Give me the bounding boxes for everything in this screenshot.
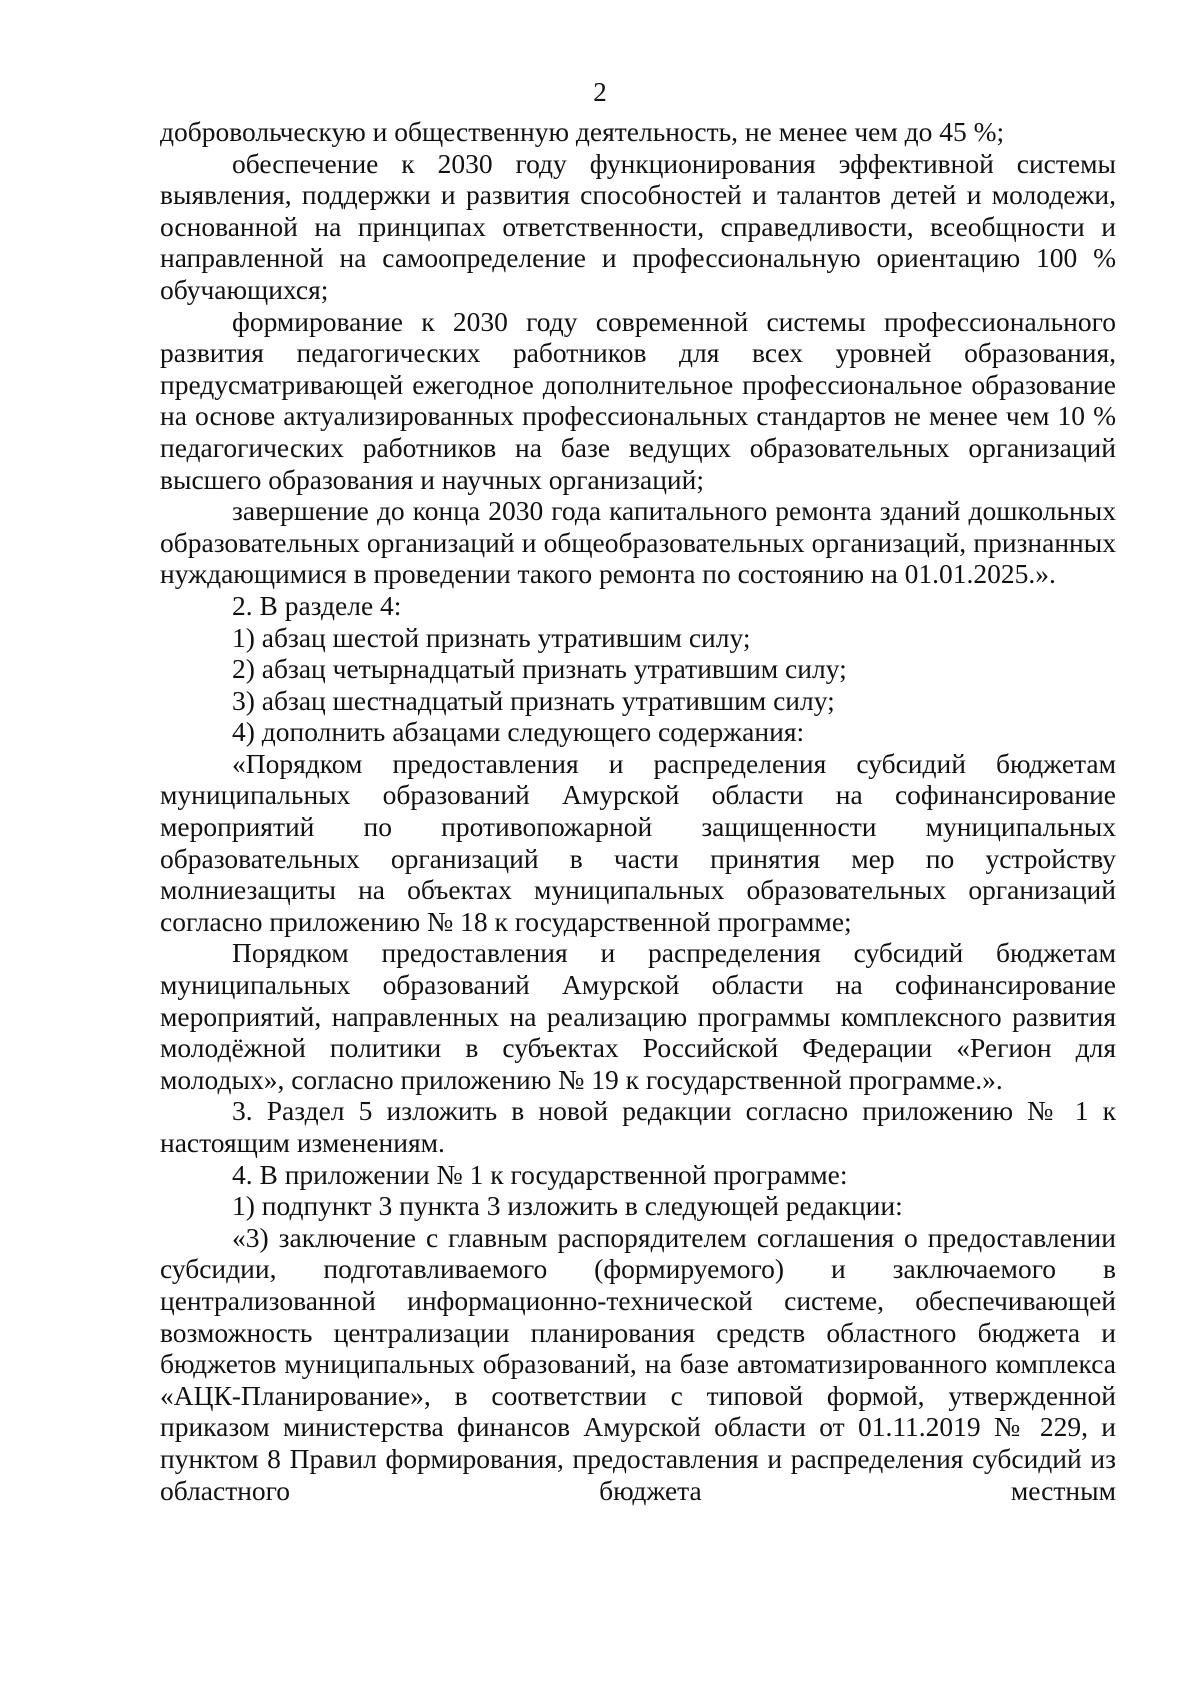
paragraph: 3. Раздел 5 изложить в новой редакции согласно приложению № 1 к настоящим изменениям. bbox=[160, 1095, 1116, 1158]
paragraph: 4. В приложении № 1 к государственной программе: bbox=[232, 1158, 848, 1190]
paragraph: 2. В разделе 4: bbox=[232, 589, 402, 621]
paragraph: 4) дополнить абзацами следующего содержания: bbox=[232, 716, 805, 748]
paragraph: завершение до конца 2030 года капитального ремонта зданий дошкольных образовательных организаций и общеобразовательных организаций, признанных нуждающимися в проведении такого ремонта по состоянию на 01.01.2025.». bbox=[160, 495, 1116, 590]
paragraph: 2) абзац четырнадцатый признать утратившим силу; bbox=[232, 653, 847, 685]
paragraph: «3) заключение с главным распорядителем соглашения о предоставлении субсидии, подготавливаемого (формируемого) и заключаемого в централизованной информационно-технической системе, обеспечивающей возможность централизации планирования средств областного бюджета и бюджетов муниципальных образований, на базе автоматизированного комплекса «АЦК-Планирование», в соответствии с типовой формой, утвержденной приказом министерства финансов Амурской области от 01.11.2019 № 229, и пунктом 8 Правил формирования, предоставления и распределения субсидий из областного бюджета местным bbox=[160, 1221, 1116, 1506]
page-number: 2 bbox=[593, 77, 607, 107]
paragraph: формирование к 2030 году современной системы профессионального развития педагогических работников для всех уровней образования, предусматривающей ежегодное дополнительное профессиональное образование на основе актуализированных профессиональных стандартов не менее чем 10 % педагогических работников на базе ведущих образовательных организаций высшего образования и научных организаций; bbox=[160, 305, 1116, 495]
paragraph: 1) абзац шестой признать утратившим силу; bbox=[232, 621, 751, 653]
document-body bbox=[160, 116, 1116, 1506]
paragraph: 3) абзац шестнадцатый признать утратившим силу; bbox=[232, 684, 835, 716]
paragraph: обеспечение к 2030 году функционирования эффективной системы выявления, поддержки и развития способностей и талантов детей и молодежи, основанной на принципах ответственности, справедливости, всеобщности и направленной на самоопределение и профессиональную ориентацию 100 % обучающихся; bbox=[160, 147, 1116, 305]
paragraph: «Порядком предоставления и распределения субсидий бюджетам муниципальных образований Амурской области на софинансирование мероприятий по противопожарной защищенности муниципальных образовательных организаций в части принятия мер по устройству молниезащиты на объектах муниципальных образовательных организаций согласно приложению № 18 к государственной программе; bbox=[160, 747, 1116, 937]
paragraph: 1) подпункт 3 пункта 3 изложить в следующей редакции: bbox=[232, 1190, 903, 1222]
paragraph: Порядком предоставления и распределения субсидий бюджетам муниципальных образований Амурской области на софинансирование мероприятий, направленных на реализацию программы комплексного развития молодёжной политики в субъектах Российской Федерации «Регион для молодых», согласно приложению № 19 к государственной программе.». bbox=[160, 937, 1116, 1095]
paragraph: добровольческую и общественную деятельность, не менее чем до 45 %; bbox=[160, 116, 1005, 147]
